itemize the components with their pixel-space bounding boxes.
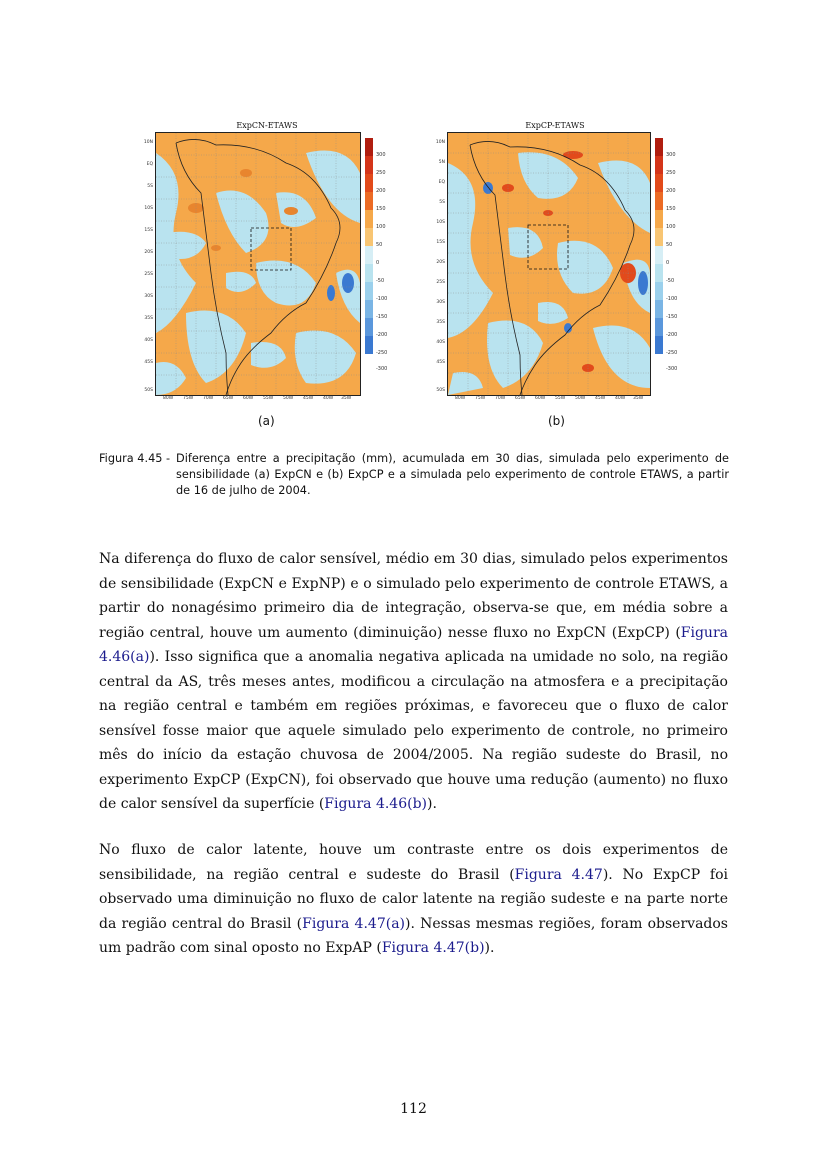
y-tick: 5S <box>147 184 153 189</box>
paragraph <box>99 547 728 817</box>
caption-text: Diferença entre a precipitação (mm), acumulada em 30 dias, simulada pelo experimento de sensibilidade (a) ExpCN e (b) ExpCP e a simulada pelo experimento de controle ETAWS, a partir de 16 de julho de 2004. <box>176 452 729 497</box>
colorbar-tick: 300 <box>666 152 676 158</box>
text: ). Nessas mesmas regiões, foram observados um padrão com sinal oposto no ExpAP ( <box>99 915 728 956</box>
panel-b-map <box>447 132 651 396</box>
y-tick: 30S <box>436 300 445 305</box>
colorbar-tick: -200 <box>376 332 388 338</box>
colorbar-tick: -150 <box>666 314 678 320</box>
colorbar-tick: -250 <box>376 350 388 356</box>
figure-caption <box>99 451 729 499</box>
y-tick: 5S <box>439 200 445 205</box>
x-tick: 40W <box>323 396 334 401</box>
y-tick: 35S <box>436 320 445 325</box>
colorbar-tick: -250 <box>666 350 678 356</box>
colorbar-tick: 50 <box>376 242 383 248</box>
y-tick: 15S <box>436 240 445 245</box>
x-tick: 55W <box>263 396 274 401</box>
figure-link[interactable]: Figura 4.47(b) <box>381 940 485 956</box>
figure-link[interactable]: Figura 4.47 <box>514 866 603 883</box>
y-tick: 5N <box>438 160 445 165</box>
panel-a-field <box>156 133 360 395</box>
colorbar-tick: 250 <box>666 170 676 176</box>
y-tick: 20S <box>436 260 445 265</box>
y-tick: 30S <box>144 294 153 299</box>
colorbar-tick: 100 <box>376 224 386 230</box>
y-tick: 25S <box>436 280 445 285</box>
colorbar-tick: 50 <box>666 242 673 248</box>
colorbar-a <box>365 138 373 354</box>
y-tick: 20S <box>144 250 153 255</box>
x-tick: 80W <box>163 396 174 401</box>
text: ). No ExpCP foi observado uma diminuição no fluxo de calor latente na região sudeste e na parte norte da região central do Brasil ( <box>99 866 728 932</box>
colorbar-tick: 150 <box>666 206 676 212</box>
y-tick: 50S <box>436 388 445 393</box>
colorbar-b <box>655 138 663 354</box>
x-tick: 60W <box>535 396 546 401</box>
y-tick: 10S <box>436 220 445 225</box>
panel-a-map <box>155 132 361 396</box>
x-tick: 45W <box>303 396 314 401</box>
figure-link[interactable]: Figura 4.46(a) <box>99 624 728 665</box>
x-tick: 80W <box>455 396 466 401</box>
text: ). <box>484 940 495 956</box>
y-tick: 45S <box>436 360 445 365</box>
panel-b-label: (b) <box>548 414 565 428</box>
colorbar-tick: -150 <box>376 314 388 320</box>
y-tick: 50S <box>144 388 153 393</box>
x-tick: 35W <box>633 396 644 401</box>
x-tick: 75W <box>183 396 194 401</box>
panel-b-title: ExpCP-ETAWS <box>525 121 585 130</box>
colorbar-tick: -200 <box>666 332 678 338</box>
y-tick: 35S <box>144 316 153 321</box>
x-tick: 75W <box>475 396 486 401</box>
x-tick: 50W <box>283 396 294 401</box>
colorbar-tick: 100 <box>666 224 676 230</box>
x-tick: 35W <box>341 396 352 401</box>
text: No fluxo de calor latente, houve um contraste entre os dois experimentos de sensibilidade, na região central e sudeste do Brasil ( <box>99 842 728 883</box>
colorbar-tick: 200 <box>666 188 676 194</box>
colorbar-tick: 0 <box>666 260 670 266</box>
y-tick: EQ <box>146 162 153 167</box>
paragraph <box>99 838 728 961</box>
x-tick: 65W <box>515 396 526 401</box>
colorbar-tick: -50 <box>376 278 385 284</box>
x-tick: 55W <box>555 396 566 401</box>
panel-a-label: (a) <box>258 414 275 428</box>
y-tick: 10N <box>143 140 153 145</box>
x-tick: 45W <box>595 396 606 401</box>
colorbar-tick: 300 <box>376 152 386 158</box>
figure-link[interactable]: Figura 4.46(b) <box>324 796 427 812</box>
y-tick: 40S <box>144 338 153 343</box>
colorbar-tick: -300 <box>376 366 388 372</box>
y-tick: EQ <box>438 180 445 185</box>
x-tick: 50W <box>575 396 586 401</box>
y-tick: 40S <box>436 340 445 345</box>
y-tick: 10S <box>144 206 153 211</box>
panel-a <box>135 132 395 402</box>
colorbar-tick: -100 <box>666 296 678 302</box>
x-tick: 40W <box>615 396 626 401</box>
figure-link[interactable]: Figura 4.47(a) <box>302 915 405 932</box>
colorbar-tick: 200 <box>376 188 386 194</box>
panel-a-title: ExpCN-ETAWS <box>236 121 298 130</box>
page-number: 112 <box>400 1101 427 1117</box>
caption-label: Figura 4.45 - <box>99 452 171 465</box>
colorbar-tick: -100 <box>376 296 388 302</box>
colorbar-tick: 150 <box>376 206 386 212</box>
text: Na diferença do fluxo de calor sensível, médio em 30 dias, simulado pelos experimentos de sensibilidade (ExpCN e ExpNP) e o simulado pelo experimento de controle ETAWS, a partir do nonagésimo primeiro dia de integração, observa-se que, em média sobre a região central, houve um aumento (diminuição) nesse fluxo no ExpCN (ExpCP) ( <box>99 551 728 641</box>
x-tick: 65W <box>223 396 234 401</box>
colorbar-tick: -50 <box>666 278 675 284</box>
panel-b <box>425 132 695 402</box>
colorbar-tick: -300 <box>666 366 678 372</box>
y-tick: 10N <box>435 140 445 145</box>
x-tick: 70W <box>203 396 214 401</box>
colorbar-tick: 0 <box>376 260 380 266</box>
x-tick: 60W <box>243 396 254 401</box>
x-tick: 70W <box>495 396 506 401</box>
y-tick: 45S <box>144 360 153 365</box>
colorbar-tick: 250 <box>376 170 386 176</box>
panel-b-field <box>448 133 650 395</box>
y-tick: 25S <box>144 272 153 277</box>
y-tick: 15S <box>144 228 153 233</box>
text: ). Isso significa que a anomalia negativa aplicada na umidade no solo, na região central da AS, três meses antes, modificou a circulação na atmosfera e a precipitação na região central e também em regiões próximas, e favoreceu que o fluxo de calor sensível fosse maior que aquele simulado pelo experimento de controle, no primeiro mês do início da estação chuvosa de 2004/2005. Na região sudeste do Brasil, no experimento ExpCP (ExpCN), foi observado que houve uma redução (aumento) no fluxo de calor sensível da superfície ( <box>99 649 728 812</box>
text: ). <box>427 796 437 812</box>
